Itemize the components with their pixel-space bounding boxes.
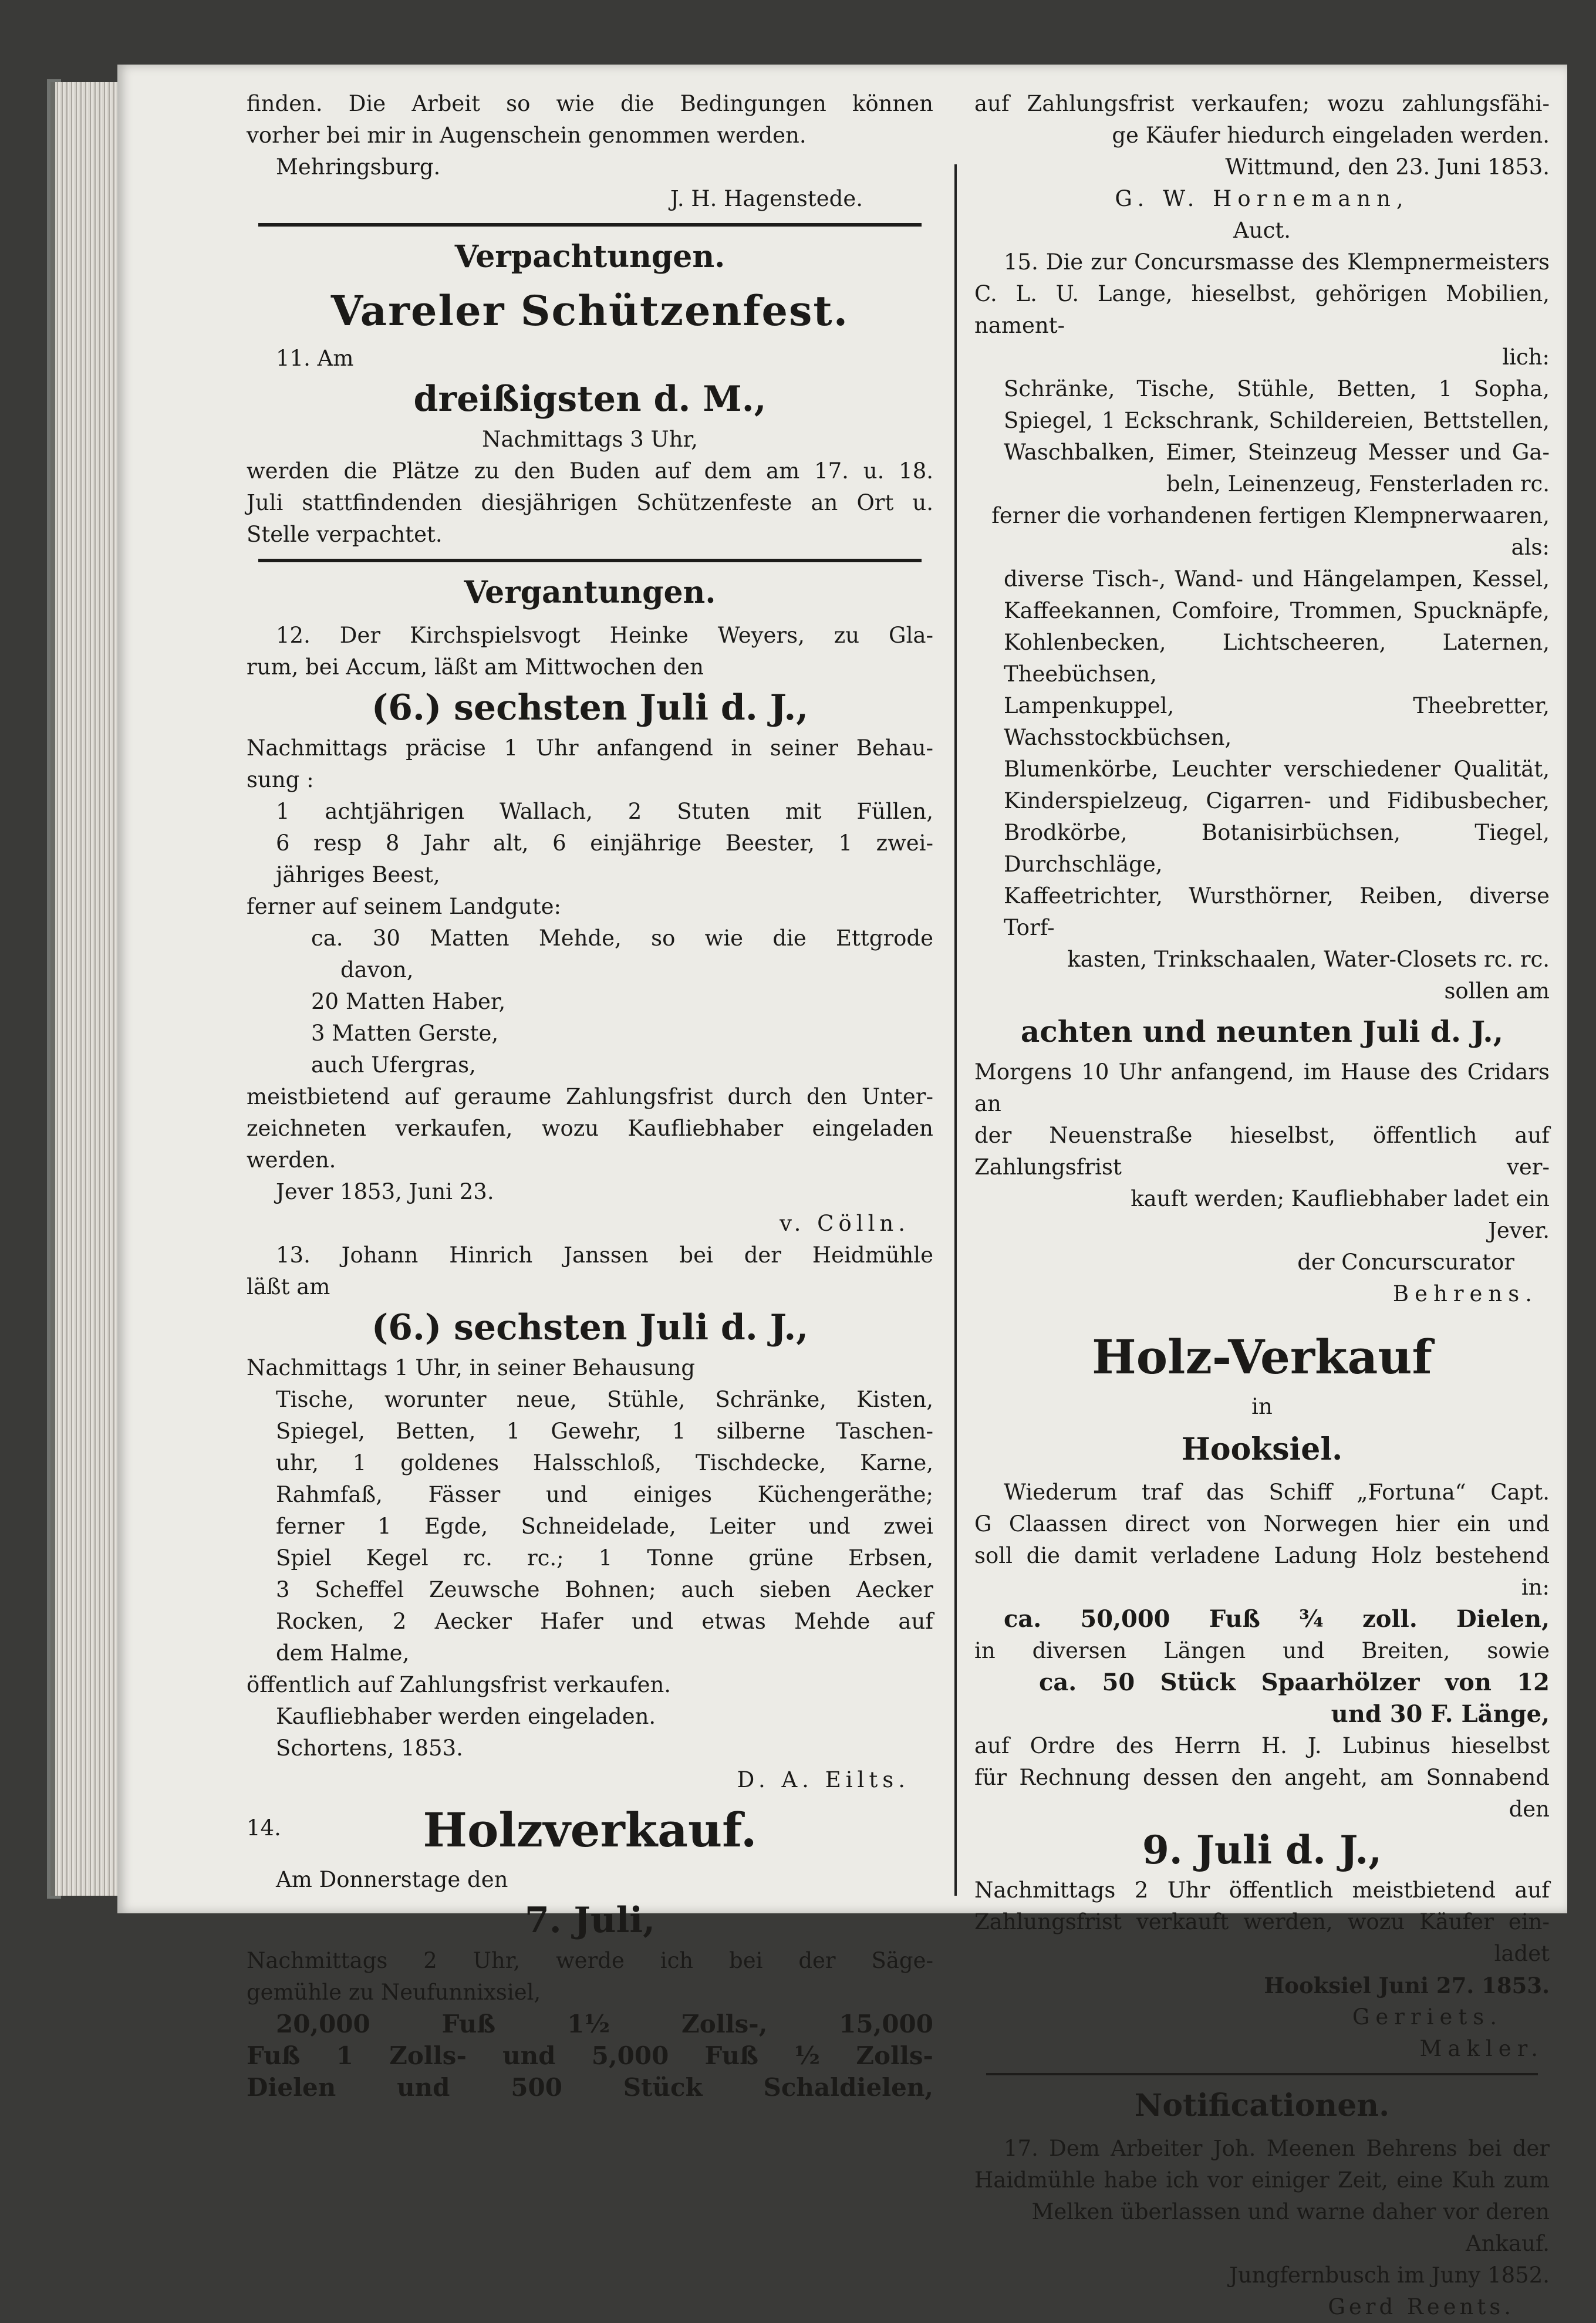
section-rule — [258, 559, 922, 562]
ad14-title: Holzverkauf. — [423, 1802, 757, 1858]
section-heading-vergantungen: Vergantungen. — [464, 575, 716, 610]
left-column: finden. Die Arbeit so wie die Bedingungen können vorher bei mir in Augenschein genommen werden. Mehringsburg. J. H. Hagenstede. Verpachtungen. Vareler Schützenfest. 11. Am dreißigsten d. M., Nachmittags 3 Uhr, werden die Plätze zu den Buden auf dem am 17. u. 18. Juli stattfindenden diesjährigen Schützenfeste an Ort u. Stelle verpachtet. Vergantungen. 12. Der Kirchspielsvogt Heinke Weyers, zu Gla- rum, bei Accum, läßt am Mittwochen den (6.) sechsten Juli d. J., Nachmittags präcise 1 Uhr anfangend in seiner Behau- sung : 1 achtjährigen Wallach, 2 Stuten mit Füllen, 6 resp 8 Jahr alt, 6 einjährige Beester, 1 zwei- jähriges Beest, ferner auf seinem Landgute: ca. 30 Matten Mehde, so wie die Ettgrode davon, 20 Matten Haber, 3 Matten Gerste, auch Ufergras, meistbietend auf geraume Zahlungsfrist durch den Unter- zeichneten verkaufen, wozu Kaufliebhaber eingeladen werden. Jever 1853, Juni 23. v. Cölln. 13. Johann Hinrich Janssen bei der Heidmühle läßt am (6.) sechsten Juli d. J., Nachmittags 1 Uhr, in seiner Behausung Tische, worunter neue, Stühle, Schränke, Kisten, Spiegel, Betten, 1 Gewehr, 1 silberne Taschen- uhr, 1 goldenes Halsschloß, Tischdecke, Karne, Rahmfaß, Fässer und einiges Küchengeräthe; ferner 1 Egde, Schneidelade, Leiter und zwei Spiel Kegel rc. rc.; 1 Tonne grüne Erbsen, 3 Scheffel Zeuwsche Bohnen; auch sieben Aecker Rocken, 2 Aecker Hafer und etwas Mehde auf dem Halme, öffentlich auf Zahlungsfrist verkaufen. Kaufliebhaber werden eingeladen. Schortens, 1853. D. A. Eilts. 14. Holzverkauf. Am Donnerstage den 7. Juli, Nachmittags 2 Uhr, werde ich bei der Säge- gemühle zu Neufunnixsiel, 20,000 Fuß 1½ Zolls-, 15,000 Fuß 1 Zolls- und 5,000 Fuß ½ Zolls- Dielen und 500 Stück Schaldielen, — [247, 88, 933, 2103]
section-heading-verpachtungen: Verpachtungen. — [454, 239, 726, 275]
ad11-date: dreißigsten d. M., — [413, 379, 767, 420]
right-column: auf Zahlungsfrist verkaufen; wozu zahlungsfähi- ge Käufer hiedurch eingeladen werden. Wittmund, den 23. Juni 1853. G. W. Hornemann, Auct. 15. Die zur Concursmasse des Klempnermeisters C. L. U. Lange, hieselbst, gehörigen Mobilien, nament- lich: Schränke, Tische, Stühle, Betten, 1 Sopha, Spiegel, 1 Eckschrank, Schildereien, Bettstellen, Waschbalken, Eimer, Steinzeug Messer und Ga- beln, Leinenzeug, Fensterladen rc. ferner die vorhandenen fertigen Klempnerwaaren, als: diverse Tisch-, Wand- und Hängelampen, Kessel, Kaffeekannen, Comfoire, Trommen, Spucknäpfe, Kohlenbecken, Lichtscheeren, Laternen, Theebüchsen, Lampenkuppel, Theebretter, Wachsstockbüchsen, Blumenkörbe, Leuchter verschiedener Qualität, Kinderspielzeug, Cigarren- und Fidibusbecher, Brodkörbe, Botanisirbüchsen, Tiegel, Durchschläge, Kaffeetrichter, Wursthörner, Reiben, diverse Torf- kasten, Trinkschaalen, Water-Closets rc. rc. sollen am achten und neunten Juli d. J., Morgens 10 Uhr anfangend, im Hause des Cridars an der Neuenstraße hieselbst, öffentlich auf Zahlungsfrist ver- kauft werden; Kaufliebhaber ladet ein Jever. der Concurscurator Behrens. Holz-Verkauf in Hooksiel. Wiederum traf das Schiff „Fortuna“ Capt. G Claassen direct von Norwegen hier ein und soll die damit verladene Ladung Holz bestehend in: ca. 50,000 Fuß ¾ zoll. Dielen, in diversen Längen und Breiten, sowie ca. 50 Stück Spaarhölzer von 12 und 30 F. Länge, auf Ordre des Herrn H. J. Lubinus hieselbst für Rechnung dessen den angeht, am Sonnabend den 9. Juli d. J., Nachmittags 2 Uhr öffentlich meistbietend auf Zahlungsfrist verkauft werden, wozu Käufer ein- ladet Hooksiel Juni 27. 1853. Gerriets. Makler. Notificationen. 17. Dem Arbeiter Joh. Meenen Behrens bei der Haidmühle habe ich vor einiger Zeit, eine Kuh zum Melken überlassen und warne daher vor deren Ankauf. Jungfernbusch im Juny 1852. Gerd Reents. — [974, 91, 1550, 2319]
ad11-title: Vareler Schützenfest. — [330, 286, 849, 335]
section-heading-notificationen: Notificationen. — [1134, 2088, 1390, 2123]
intro-text: finden. Die Arbeit so wie die Bedingungen können vorher bei mir in Augenschein genommen werden. Mehringsburg. J. H. Hagenstede. — [247, 91, 933, 211]
ad15-date: achten und neunten Juli d. J., — [1020, 1014, 1504, 1049]
ad16-date: 9. Juli d. J., — [1142, 1827, 1382, 1873]
ad16-title: Holz-Verkauf — [1092, 1329, 1432, 1385]
ad12-date: (6.) sechsten Juli d. J., — [371, 687, 809, 728]
column-divider — [954, 164, 957, 1896]
book-page-edges — [50, 82, 126, 1896]
ad16-place: Hooksiel. — [1181, 1431, 1343, 1467]
ad14-date: 7. Juli, — [524, 1900, 655, 1941]
ad13-date: (6.) sechsten Juli d. J., — [371, 1307, 809, 1348]
section-rule — [258, 223, 922, 227]
section-rule — [986, 2073, 1538, 2075]
